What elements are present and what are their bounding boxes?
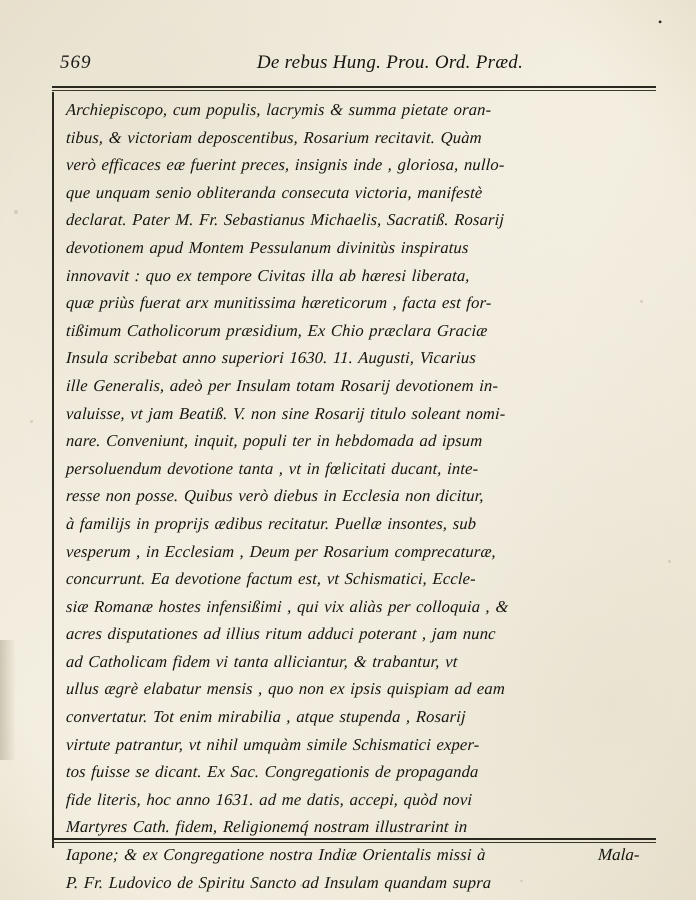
running-title: De rebus Hung. Prou. Ord. Præd.	[256, 52, 524, 73]
page-header	[60, 52, 650, 74]
text-line: à familijs in proprijs ædibus recitatur. Puellæ insontes, sub	[65, 513, 477, 533]
header-rule-upper	[52, 86, 656, 88]
left-margin-rule	[52, 92, 54, 848]
text-line: vesperum , in Ecclesiam , Deum per Rosarium comprecaturæ,	[65, 541, 497, 561]
text-line: ullus ægrè elabatur mensis , quo non ex ipsis quispiam ad eam	[65, 679, 506, 699]
text-line: Archiepiscopo, cum populis, lacrymis & summa pietate oran-	[65, 100, 492, 119]
corner-mark: •	[658, 15, 663, 29]
paper-speck	[120, 886, 124, 889]
text-line: ille Generalis, adeò per Insulam totam Rosarij devotionem in-	[65, 375, 499, 395]
text-line: nare. Conveniunt, inquit, populi ter in hebdomada ad ipsum	[65, 431, 483, 451]
text-line: fide literis, hoc anno 1631. ad me datis, accepi, quòd novi	[65, 789, 473, 809]
text-line: que unquam senio obliteranda consecuta victoria, manifestè	[65, 182, 483, 202]
paper-speck	[300, 884, 303, 887]
text-line: quæ priùs fuerat arx munitissima hæreticorum , facta est for-	[65, 293, 493, 313]
text-line: Iapone; & ex Congregatione nostra Indiæ Orientalis missi à	[65, 845, 487, 865]
catchword: Mala-	[597, 845, 641, 864]
text-line: acres disputationes ad illius ritum adduci poterant , jam nunc	[65, 624, 497, 644]
text-line: tißimum Catholicorum præsidium, Ex Chio præclara Graciæ	[65, 320, 489, 340]
text-line: persoluendum devotione tanta , vt in fœlicitati ducant, inte-	[65, 458, 479, 478]
footer-rule-upper	[52, 838, 656, 840]
text-line: Martyres Cath. fidem, Religionemq́ nostram illustrarint in	[65, 817, 468, 837]
text-line: verò efficaces eæ fuerint preces, insignis inde , gloriosa, nullo-	[65, 155, 506, 175]
text-line: innovavit : quo ex tempore Civitas illa ab hæresi liberata,	[65, 265, 471, 285]
text-line: tibus, & victoriam deposcentibus, Rosarium recitavit. Quàm	[65, 127, 483, 147]
text-line: virtute patrantur, vt nihil umquàm simile Schismatici exper-	[65, 734, 480, 754]
text-line: P. Fr. Ludovico de Spiritu Sancto ad Insulam quandam supra	[65, 872, 492, 892]
text-line: declarat. Pater M. Fr. Sebastianus Michaelis, Sacratiß. Rosarij	[65, 210, 505, 230]
folio-number: 569	[60, 52, 92, 73]
text-line: resse non posse. Quibus verò diebus in Ecclesia non dicitur,	[65, 486, 485, 506]
paper-speck	[520, 880, 523, 882]
paper-speck	[30, 420, 33, 423]
text-line: devotionem apud Montem Pessulanum divinitùs inspiratus	[65, 237, 470, 257]
page-edge-smudge	[0, 640, 16, 760]
text-line: ad Catholicam fidem vi tanta alliciantur, & trabantur, vt	[65, 651, 459, 671]
body-text-block	[66, 96, 650, 896]
paper-speck	[668, 560, 671, 563]
header-rule-lower	[52, 90, 656, 91]
paper-speck	[14, 210, 18, 214]
footer-rule-lower	[52, 842, 656, 843]
text-line: Insula scribebat anno superiori 1630. 11. Augusti, Vicarius	[65, 348, 477, 368]
text-line: siæ Romanæ hostes infensißimi , qui vix aliàs per colloquia , &	[65, 596, 510, 616]
text-line: tos fuisse se dicant. Ex Sac. Congregationis de propaganda	[65, 762, 480, 782]
text-line: valuisse, vt jam Beatiß. V. non sine Rosarij titulo soleant nomi-	[65, 403, 507, 423]
paper-speck	[640, 300, 643, 303]
text-line: concurrunt. Ea devotione factum est, vt Schismatici, Eccle-	[65, 569, 477, 589]
text-line: convertatur. Tot enim mirabilia , atque stupenda , Rosarij	[65, 707, 467, 727]
